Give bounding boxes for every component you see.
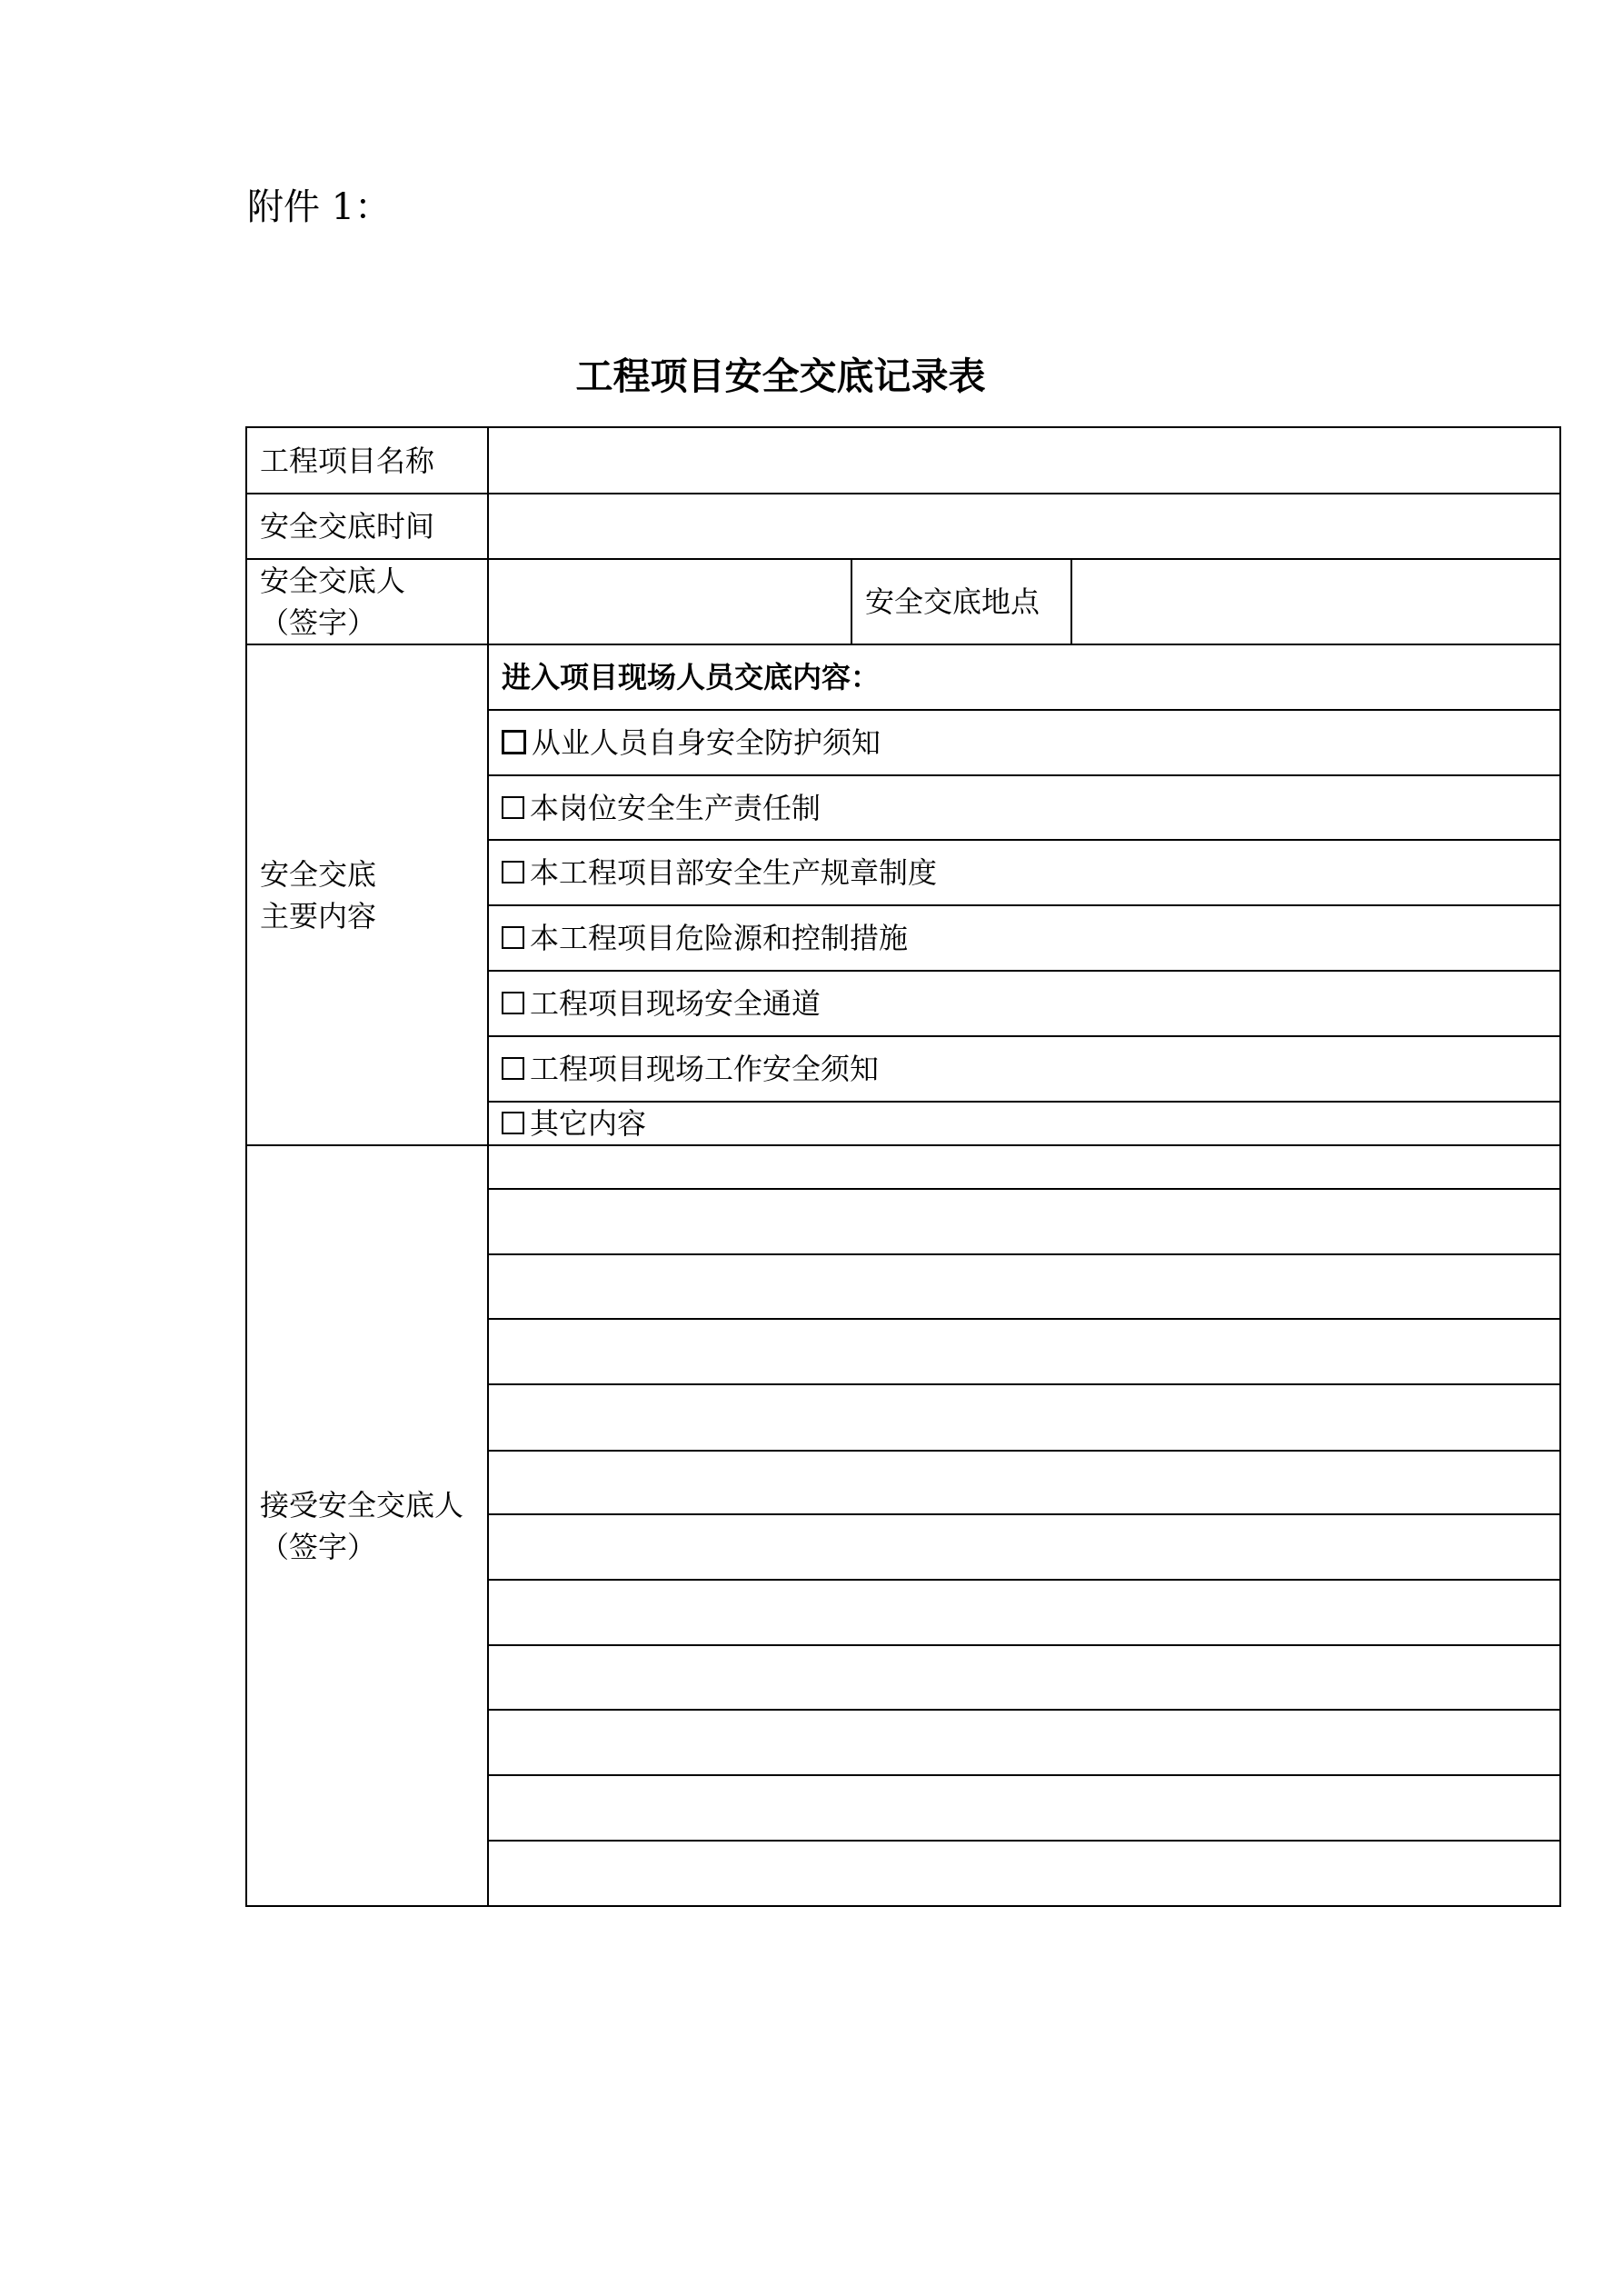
recipient-signature-field[interactable] [488, 1145, 1560, 1189]
checklist-item-label: 本岗位安全生产责任制 [530, 790, 821, 825]
row-project-name [246, 427, 1560, 494]
briefing-person-signature-field[interactable] [488, 559, 851, 644]
row-briefing-time [246, 494, 1560, 559]
row-content-heading [246, 644, 1560, 710]
recipient-signature-field[interactable] [488, 1189, 1560, 1254]
briefing-content-label [246, 644, 488, 1145]
checkbox-icon[interactable] [502, 1057, 524, 1080]
briefing-person-label [246, 559, 488, 644]
checklist-item-label: 工程项目现场安全通道 [530, 986, 821, 1021]
briefing-time-label: 安全交底时间 [246, 494, 488, 559]
briefing-time-field[interactable] [488, 494, 1560, 559]
briefing-location-field[interactable] [1071, 559, 1560, 644]
safety-briefing-form [245, 426, 1561, 1907]
checklist-item-3[interactable] [488, 840, 1560, 905]
briefing-location-label: 安全交底地点 [851, 559, 1071, 644]
recipient-signature-field[interactable] [488, 1645, 1560, 1710]
checkbox-icon[interactable] [502, 861, 524, 883]
checkbox-icon[interactable] [502, 796, 524, 819]
row-briefing-person [246, 559, 1560, 644]
form-title: 工程项目安全交底记录表 [575, 354, 986, 398]
recipient-signature-field[interactable] [488, 1580, 1560, 1645]
recipient-signature-field[interactable] [488, 1451, 1560, 1514]
checklist-item-1[interactable] [488, 710, 1560, 775]
checklist-item-label: 本工程项目危险源和控制措施 [530, 921, 909, 955]
project-name-label: 工程项目名称 [246, 427, 488, 494]
project-name-field[interactable] [488, 427, 1560, 494]
signature-row [246, 1145, 1560, 1189]
briefing-person-label-line2: （签字） [260, 605, 377, 640]
checklist-item-label: 从业人员自身安全防护须知 [532, 725, 881, 760]
checklist-item-4[interactable] [488, 905, 1560, 971]
checklist-item-2[interactable] [488, 775, 1560, 840]
recipient-signature-field[interactable] [488, 1841, 1560, 1906]
checklist-item-label: 工程项目现场工作安全须知 [530, 1052, 880, 1086]
recipient-label-line2: （签字） [260, 1529, 377, 1564]
recipient-signature-field[interactable] [488, 1254, 1560, 1319]
briefing-content-label-line2: 主要内容 [260, 898, 377, 933]
recipient-signature-field[interactable] [488, 1384, 1560, 1451]
recipient-label [246, 1145, 488, 1906]
recipient-signature-field[interactable] [488, 1710, 1560, 1775]
recipient-signature-field[interactable] [488, 1319, 1560, 1384]
content-heading: 进入项目现场人员交底内容： [488, 644, 1560, 710]
checklist-item-label: 其它内容 [530, 1106, 647, 1141]
checklist-item-7[interactable] [488, 1102, 1560, 1145]
checklist-item-5[interactable] [488, 971, 1560, 1036]
recipient-signature-field[interactable] [488, 1775, 1560, 1841]
checklist-item-6[interactable] [488, 1036, 1560, 1102]
attachment-label: 附件 1： [247, 186, 392, 228]
recipient-label-line1: 接受安全交底人 [260, 1487, 464, 1522]
checkbox-icon[interactable] [502, 992, 524, 1014]
briefing-person-label-line1: 安全交底人 [260, 564, 406, 598]
checkbox-icon[interactable] [502, 730, 526, 754]
checkbox-icon[interactable] [502, 926, 524, 949]
checklist-item-label: 本工程项目部安全生产规章制度 [530, 855, 938, 890]
briefing-content-label-line1: 安全交底 [260, 856, 377, 892]
checkbox-icon[interactable] [502, 1112, 524, 1134]
recipient-signature-field[interactable] [488, 1514, 1560, 1580]
